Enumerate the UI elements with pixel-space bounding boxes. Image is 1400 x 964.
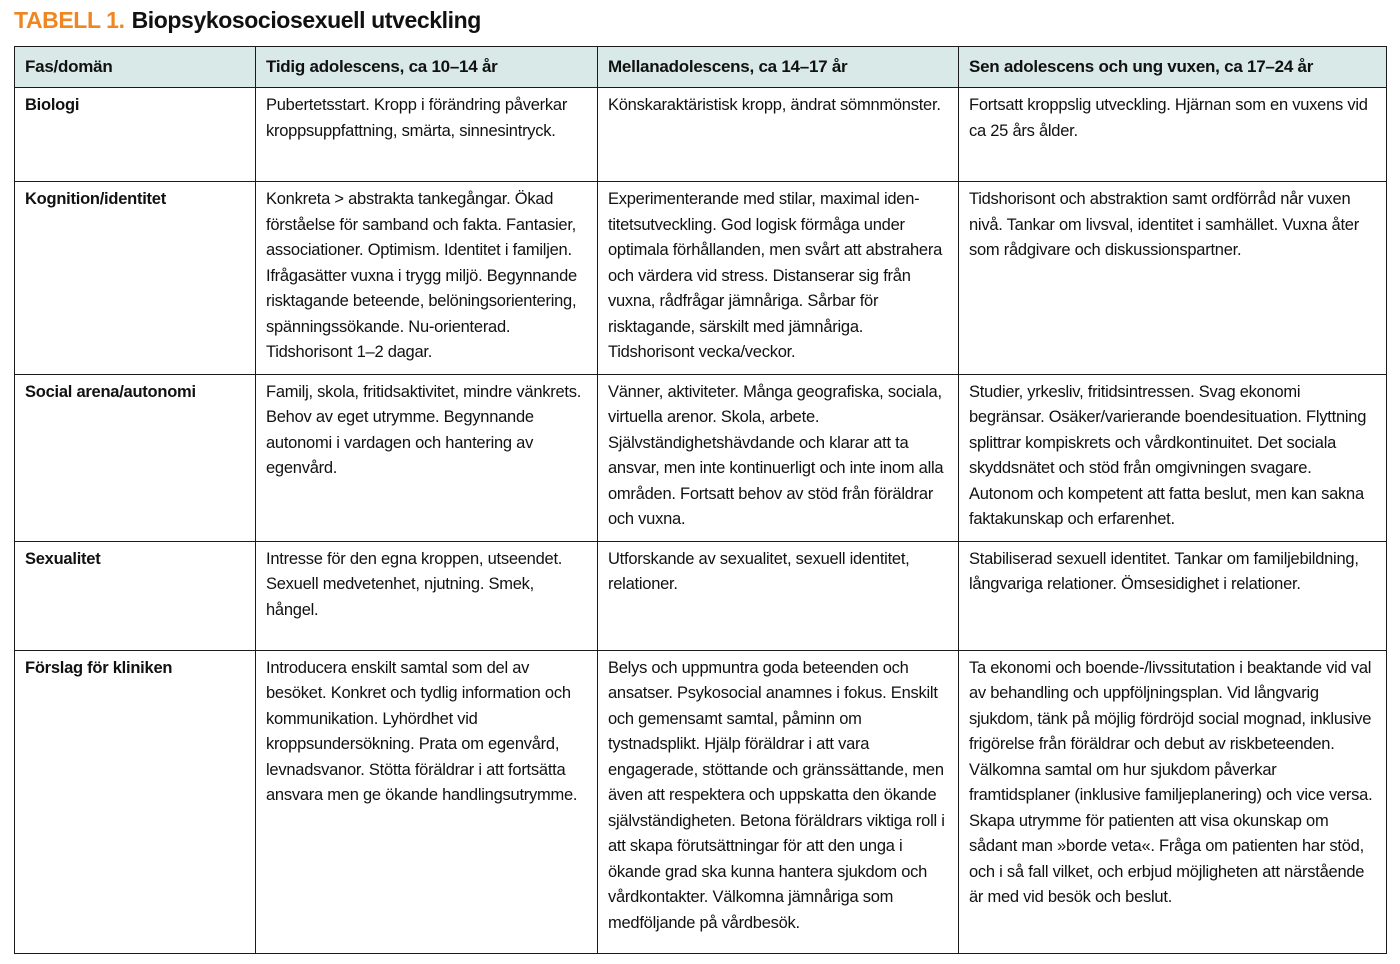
col-header-phase-domain: Fas/domän	[15, 47, 256, 88]
cell-kognition-late: Tidshorisont och abstraktion samt ordförråd når vuxen nivå. Tankar om livsval, identitet i samhället. Vuxna åter som rådgivare och diskussionspartner.	[959, 182, 1387, 375]
table-body	[15, 88, 1387, 954]
table-row-kognition-identitet	[15, 182, 1387, 375]
table-row-forslag-for-kliniken	[15, 650, 1387, 953]
table-row-social-arena-autonomi	[15, 374, 1387, 541]
row-label-sexualitet: Sexualitet	[15, 541, 256, 650]
table-number-label: TABELL 1.	[14, 7, 125, 33]
developmental-stages-table	[14, 46, 1387, 954]
cell-sexualitet-early: Intresse för den egna kroppen, utseendet. Sexuell medvetenhet, njutning. Smek, hångel.	[256, 541, 598, 650]
table-row-sexualitet	[15, 541, 1387, 650]
cell-social-late: Studier, yrkesliv, fritidsintressen. Svag ekonomi begränsar. Osäker/varierande boendesituation. Flyttning splittrar kompiskrets och vårdkontinuitet. Det sociala skyddsnätet och stöd från omgivningen svagare. Autonom och kompetent att fatta beslut, men kan sakna faktakunskap och erfarenhet.	[959, 374, 1387, 541]
row-label-social-arena-autonomi: Social arena/autonomi	[15, 374, 256, 541]
row-label-forslag-for-kliniken: Förslag för kliniken	[15, 650, 256, 953]
col-header-late-adolescence: Sen adolescens och ung vuxen, ca 17–24 år	[959, 47, 1387, 88]
table-title: Biopsykosociosexuell utveckling	[131, 7, 481, 33]
header-row	[15, 47, 1387, 88]
row-label-biologi: Biologi	[15, 88, 256, 182]
col-header-early-adolescence: Tidig adolescens, ca 10–14 år	[256, 47, 598, 88]
cell-biologi-late: Fortsatt kroppslig utveckling. Hjärnan som en vuxens vid ca 25 års ålder.	[959, 88, 1387, 182]
table-row-biologi	[15, 88, 1387, 182]
table-header	[15, 47, 1387, 88]
cell-forslag-middle: Belys och uppmuntra goda beteenden och ansatser. Psykosocial anamnes i fokus. Enskilt och gemensamt samtal, påminn om tystnadsplikt. Hjälp föräldrar i att vara engagerade, stöttande och gränssättande, men även att respektera och uppskatta den ökande självständigheten. Betona föräldrars viktiga roll i att skapa förutsättningar för att den unga i ökande grad ska kunna hantera sjukdom och vårdkontakter. Välkomna jämnåriga som medföljande på vårdbesök.	[598, 650, 959, 953]
cell-kognition-early: Konkreta > abstrakta tankegångar. Ökad förståelse för samband och fakta. Fantasier, associationer. Optimism. Identitet i familjen. Ifrågasätter vuxna i trygg miljö. Begynnande risktagande beteende, belöningsorientering, spänningssökande. Nu-orienterad. Tidshorisont 1–2 dagar.	[256, 182, 598, 375]
cell-forslag-late: Ta ekonomi och boende-/livssitutation i beaktande vid val av behandling och uppföljningsplan. Vid långvarig sjukdom, tänk på möjlig fördröjd social mognad, inklusive frigörelse från föräldrar och debut av riskbeteenden. Välkomna samtal om hur sjukdom påverkar framtidsplaner (inklusive familjeplanering) och vice versa. Skapa utrymme för patienten att visa okunskap om sådant man »borde veta«. Fråga om patienten har stöd, och i så fall vilket, och erbjud möjligheten att närstående är med vid besök och beslut.	[959, 650, 1387, 953]
table-caption	[14, 7, 1386, 33]
cell-forslag-early: Introducera enskilt samtal som del av besöket. Konkret och tydlig information och kommunikation. Lyhördhet vid kroppsundersökning. Prata om egenvård, levnadsvanor. Stötta föräldrar i att fortsätta ansvara men ge ökande handlingsutrymme.	[256, 650, 598, 953]
cell-biologi-early: Pubertetsstart. Kropp i förändring påverkar kroppsuppfattning, smärta, sinnesintryck.	[256, 88, 598, 182]
cell-biologi-middle: Könskaraktäristisk kropp, ändrat sömnmönster.	[598, 88, 959, 182]
cell-social-early: Familj, skola, fritidsaktivitet, mindre vänkrets. Behov av eget utrymme. Begynnande autonomi i vardagen och hantering av egenvård.	[256, 374, 598, 541]
cell-sexualitet-late: Stabiliserad sexuell identitet. Tankar om familjebildning, långvariga relationer. Ömsesidighet i relationer.	[959, 541, 1387, 650]
cell-social-middle: Vänner, aktiviteter. Många geografiska, sociala, virtuella arenor. Skola, arbete. Självständighetshävdande och klarar att ta ansvar, men inte kontinuerligt och inte inom alla områden. Fortsatt behov av stöd från föräldrar och vuxna.	[598, 374, 959, 541]
row-label-kognition-identitet: Kognition/identitet	[15, 182, 256, 375]
cell-kognition-middle: Experimenterande med stilar, maximal identitetsutveckling. God logisk förmåga under optimala förhållanden, men svårt att abstrahera och värdera vid stress. Distanserar sig från vuxna, rådfrågar jämnåriga. Sårbar för risktagande, särskilt med jämnåriga. Tidshorisont vecka/veckor.	[598, 182, 959, 375]
col-header-middle-adolescence: Mellanadolescens, ca 14–17 år	[598, 47, 959, 88]
cell-sexualitet-middle: Utforskande av sexualitet, sexuell identitet, relationer.	[598, 541, 959, 650]
